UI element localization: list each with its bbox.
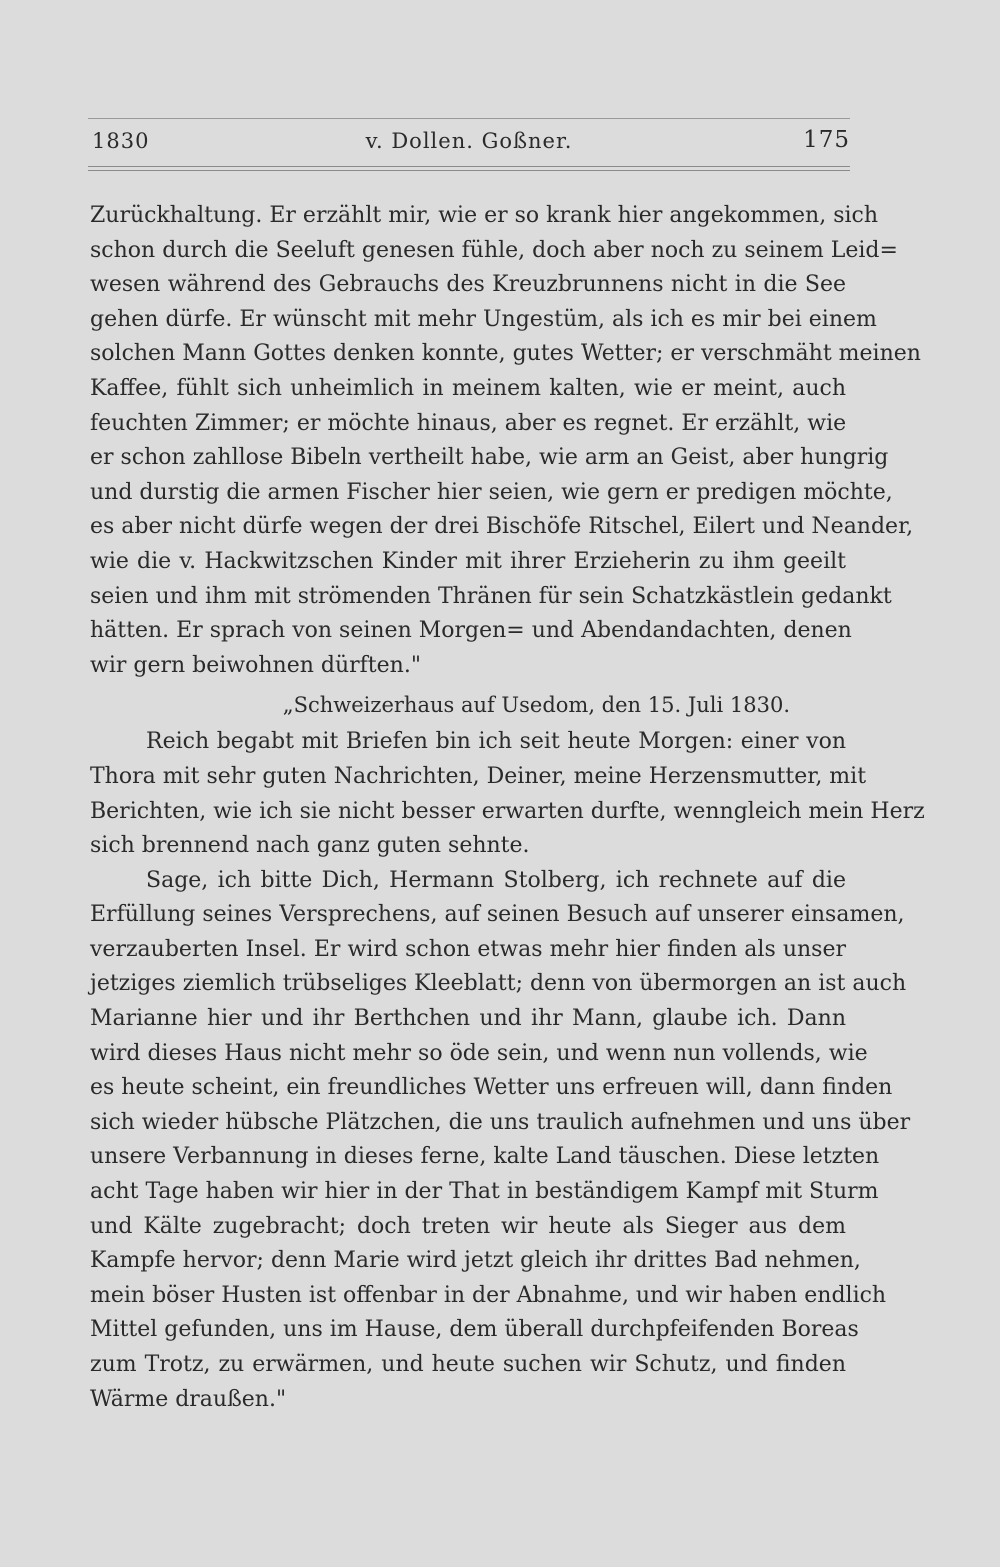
text-line: wesen während des Gebrauchs des Kreuzbrunnens nicht in die See	[90, 272, 846, 298]
text-line: wie die v. Hackwitzschen Kinder mit ihrer Erzieherin zu ihm geeilt	[90, 548, 846, 574]
text-line: schon durch die Seeluft genesen fühle, doch aber noch zu seinem Leid=	[90, 237, 898, 263]
text-line: und durstig die armen Fischer hier seien, wie gern er predigen möchte,	[90, 479, 893, 505]
text-line: solchen Mann Gottes denken konnte, gutes Wetter; er verschmäht meinen	[90, 341, 921, 367]
text-line: sich wieder hübsche Plätzchen, die uns traulich aufnehmen und uns über	[90, 1109, 911, 1135]
paragraph-1	[90, 199, 921, 683]
text-line: seien und ihm mit strömenden Thränen für sein Schatzkästlein gedankt	[90, 583, 892, 609]
header-rule	[88, 118, 850, 119]
text-line: acht Tage haben wir hier in der That in beständigem Kampf mit Sturm	[90, 1179, 879, 1205]
text-line: Thora mit sehr guten Nachrichten, Deiner, meine Herzensmutter, mit	[90, 763, 867, 789]
text-line: verzauberten Insel. Er wird schon etwas mehr hier finden als unser	[90, 936, 846, 962]
header-year: 1830	[92, 129, 150, 153]
text-line: gehen dürfe. Er wünscht mit mehr Ungestüm, als ich es mir bei einem	[90, 306, 877, 332]
page-number: 175	[803, 127, 850, 153]
text-line: es heute scheint, ein freundliches Wetter uns erfreuen will, dann finden	[90, 1075, 893, 1101]
text-line: Kampfe hervor; denn Marie wird jetzt gleich ihr drittes Bad nehmen,	[90, 1248, 861, 1274]
text-line: unsere Verbannung in dieses ferne, kalte Land täuschen. Diese letzten	[90, 1144, 880, 1170]
text-line: feuchten Zimmer; er möchte hinaus, aber es regnet. Er erzählt, wie	[90, 410, 847, 436]
paragraph-3	[90, 864, 911, 1418]
text-line: Erfüllung seines Versprechens, auf seinen Besuch auf unserer einsamen,	[90, 902, 905, 928]
paragraph-2	[90, 725, 925, 863]
text-line: Marianne hier und ihr Berthchen und ihr Mann, glaube ich. Dann	[90, 1006, 846, 1032]
text-line: Kaffee, fühlt sich unheimlich in meinem kalten, wie er meint, auch	[90, 375, 846, 401]
text-line: es aber nicht dürfe wegen der drei Bischöfe Ritschel, Eilert und Neander,	[90, 514, 914, 540]
text-line: mein böser Husten ist offenbar in der Abnahme, und wir haben endlich	[90, 1282, 887, 1308]
text-line: sich brennend nach ganz guten sehnte.	[90, 833, 530, 859]
text-line: Reich begabt mit Briefen bin ich seit heute Morgen: einer von	[146, 729, 846, 755]
text-line: wir gern beiwohnen dürften."	[90, 652, 421, 678]
text-line: wird dieses Haus nicht mehr so öde sein, und wenn nun vollends, wie	[90, 1040, 868, 1066]
text-line: zum Trotz, zu erwärmen, und heute suchen wir Schutz, und finden	[90, 1352, 846, 1377]
running-head	[88, 127, 850, 161]
text-line: jetziges ziemlich trübseliges Kleeblatt; denn von übermorgen an ist auch	[90, 971, 907, 997]
header-double-rule	[88, 166, 850, 171]
text-line: Sage, ich bitte Dich, Hermann Stolberg, ich rechnete auf die	[146, 867, 846, 893]
body-text	[90, 199, 925, 1417]
text-line: Berichten, wie ich sie nicht besser erwarten durfte, wenngleich mein Herz	[90, 798, 925, 824]
header-title: v. Dollen. Goßner.	[365, 129, 573, 153]
text-line: Mittel gefunden, uns im Hause, dem überall durchpfeifenden Boreas	[90, 1317, 859, 1343]
text-line: und Kälte zugebracht; doch treten wir heute als Sieger aus dem	[90, 1213, 846, 1239]
text-line: er schon zahllose Bibeln vertheilt habe, wie arm an Geist, aber hungrig	[90, 445, 889, 471]
letter-dateline: „Schweizerhaus auf Usedom, den 15. Juli 1830.	[282, 693, 790, 718]
text-line: Zurückhaltung. Er erzählt mir, wie er so krank hier angekommen, sich	[90, 203, 879, 228]
text-line: hätten. Er sprach von seinen Morgen= und Abendandachten, denen	[90, 618, 852, 644]
text-line: Wärme draußen."	[90, 1386, 287, 1412]
